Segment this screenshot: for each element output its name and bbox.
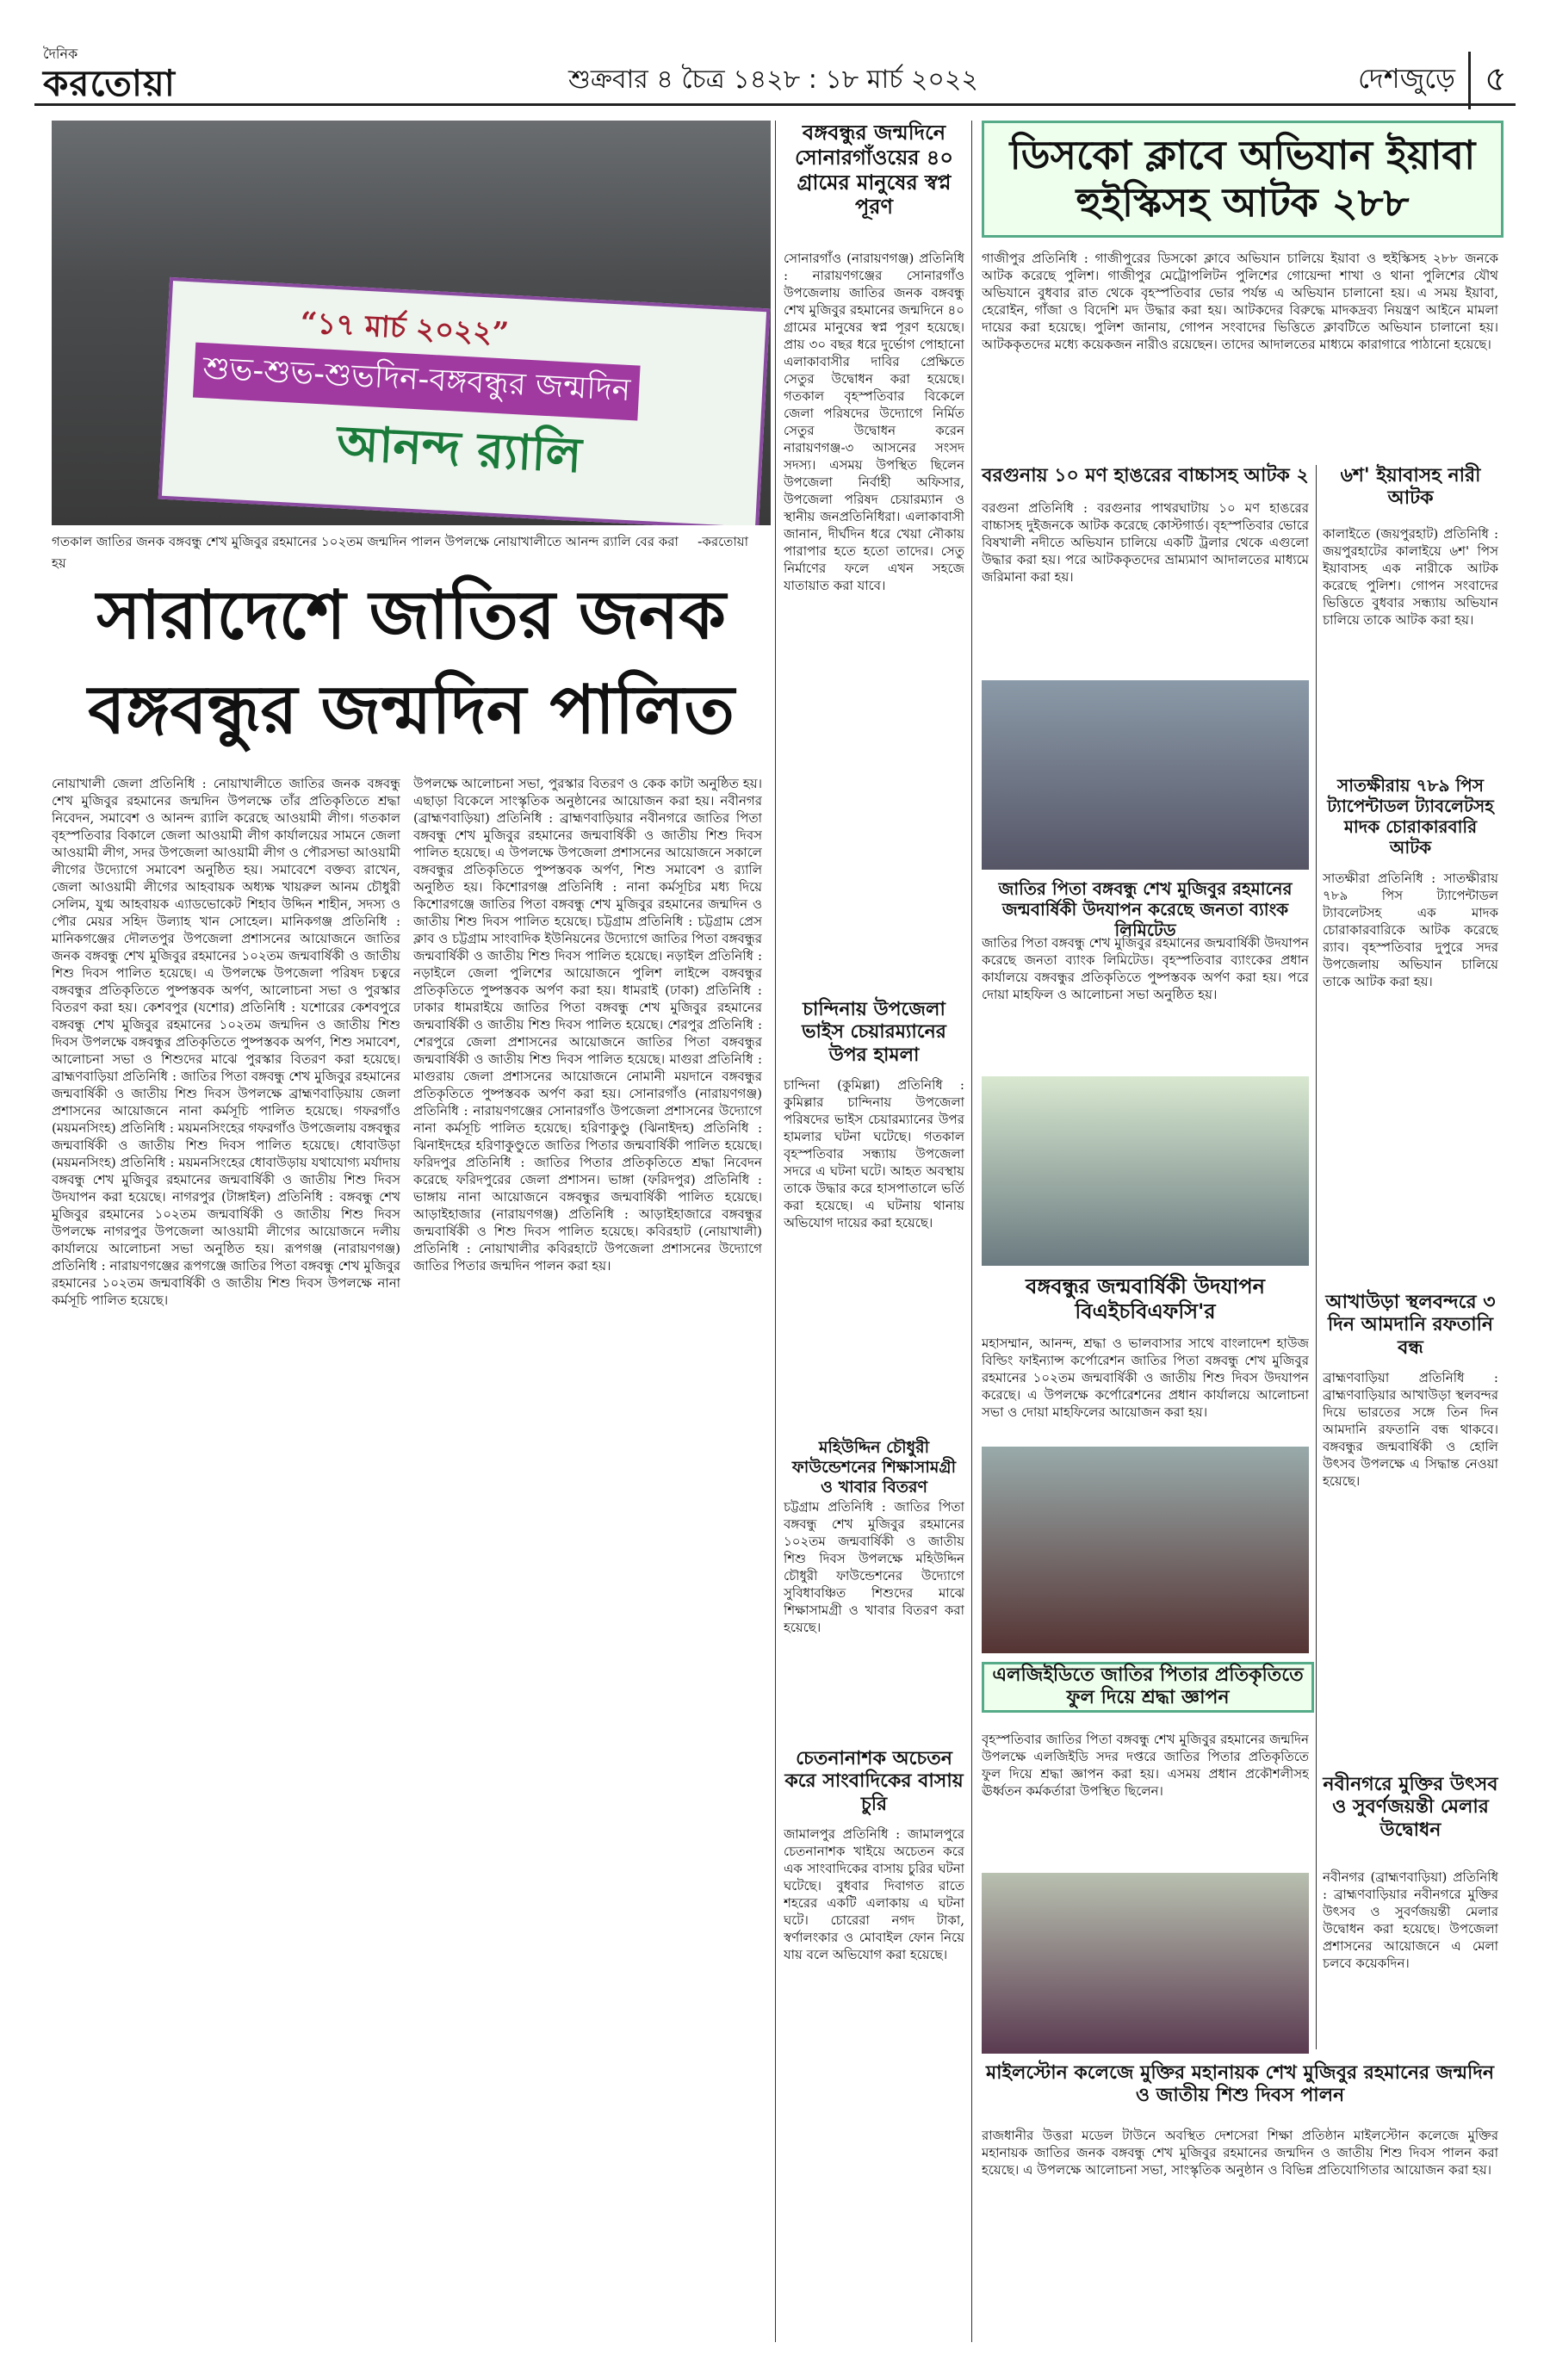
photo-headline: মাইলস্টোন কলেজে মুক্তির মহানায়ক শেখ মুজিবুর রহমানের জন্মদিন ও জাতীয় শিশু দিবস পালন (985, 2062, 1495, 2107)
section-name: দেশজুড়ে (1357, 62, 1455, 95)
story-body: জামালপুর প্রতিনিধি : জামালপুরে চেতনানাশক খাইয়ে অচেতন করে এক সাংবাদিকের বাসায় চুরির ঘটনা ঘটেছে। বুধবার দিবাগত রাতে শহরের একটি এলাকায় এ ঘটনা ঘটে। চোরেরা নগদ টাকা, স্বর্ণালংকার ও মোবাইল ফোন নিয়ে যায় বলে অভিযোগ করা হয়েছে। (784, 1826, 964, 1962)
story-body: সোনারগাঁও (নারায়ণগঞ্জ) প্রতিনিধি : নারায়ণগঞ্জের সোনারগাঁও উপজেলায় জাতির জনক বঙ্গবন্ধু শেখ মুজিবুর রহমানের জন্মদিনে ৪০ গ্রামের মানুষের স্বপ্ন পূরণ হয়েছে। প্রায় ৩০ বছর ধরে দুর্ভোগ পোহানো এলাকাবাসীর দাবির প্রেক্ষিতে সেতুর উদ্বোধন করা হয়েছে। গতকাল বৃহস্পতিবার বিকেলে জেলা পরিষদের উদ্যোগে নির্মিত সেতুর উদ্বোধন করেন নারায়ণগঞ্জ-৩ আসনের সংসদ সদস্য। এসময় উপস্থিত ছিলেন উপজেলা নির্বাহী অফিসার, উপজেলা পরিষদ চেয়ারম্যান ও স্থানীয় জনপ্রতিনিধিরা। এলাকাবাসী জানান, দীর্ঘদিন ধরে খেয়া নৌকায় পারাপার হতে হতো তাদের। সেতু নির্মাণের ফলে এখন সহজে যাতায়াত করা যাবে। (784, 251, 964, 593)
photo-headline: জাতির পিতা বঙ্গবন্ধু শেখ মুজিবুর রহমানের জন্মবার্ষিকী উদযাপন করেছে জনতা ব্যাংক লিমিটেড (998, 878, 1293, 940)
issue-date: শুক্রবার ৪ চৈত্র ১৪২৮ : ১৮ মার্চ ২০২২ (568, 65, 978, 95)
newspaper-logo: দৈনিক করতোয়া (43, 46, 176, 104)
story-body: নবীনগর (ব্রাহ্মণবাড়িয়া) প্রতিনিধি : ব্রাহ্মণবাড়িয়ার নবীনগরে মুক্তির উৎসব ও সুবর্ণজয়ন্তী মেলার উদ্বোধন করা হয়েছে। উপজেলা প্রশাসনের আয়োজনে এ মেলা চলবে কয়েকদিন। (1323, 1869, 1498, 1971)
lead-photo (52, 121, 771, 525)
story-headline: চেতনানাশক অচেতন করে সাংবাদিকের বাসায় চুরি (784, 1748, 964, 1815)
page-number: ৫ (1468, 52, 1507, 109)
story-body: বরগুনা প্রতিনিধি : বরগুনার পাথরঘাটায় ১০ মণ হাঙরের বাচ্চাসহ দুইজনকে আটক করেছে কোস্টগার্ড। বৃহস্পতিবার ভোরে বিষখালী নদীতে অভিযান চালিয়ে একটি ট্রলার থেকে এগুলো উদ্ধার করা হয়। পরে আটককৃতদের ভ্রাম্যমাণ আদালতের মাধ্যমে জরিমানা করা হয়। (982, 500, 1309, 585)
story-headline: নবীনগরে মুক্তির উৎসব ও সুবর্ণজয়ন্তী মেলার উদ্বোধন (1323, 1774, 1498, 1841)
photo-credit: -করতোয়া (698, 534, 748, 549)
rally-banner: “১৭ মার্চ ২০২২” শুভ-শুভ-শুভদিন-বঙ্গবন্ধুর জন্মদিন আনন্দ র‍্যালি (158, 277, 771, 525)
event-photo (982, 1447, 1309, 1653)
story-headline: বরগুনায় ১০ মণ হাঙরের বাচ্চাসহ আটক ২ (982, 465, 1309, 487)
column-divider (775, 121, 776, 2342)
masthead (34, 34, 1516, 106)
story-body: মহাসম্মান, আনন্দ, শ্রদ্ধা ও ভালবাসার সাথে বাংলাদেশ হাউজ বিল্ডিং ফাইন্যান্স কর্পোরেশন জাতির পিতা বঙ্গবন্ধু শেখ মুজিবুর রহমানের ১০২তম জন্মবার্ষিকী ও জাতীয় শিশু দিবস উদযাপন করেছে। এ উপলক্ষে কর্পোরেশনের প্রধান কার্যালয়ে আলোচনা সভা ও দোয়া মাহফিলের আয়োজন করা হয়। (982, 1336, 1309, 1420)
story-body: চট্টগ্রাম প্রতিনিধি : জাতির পিতা বঙ্গবন্ধু শেখ মুজিবুর রহমানের ১০২তম জন্মবার্ষিকী ও জাতীয় শিশু দিবস উপলক্ষে মহিউদ্দিন চৌধুরী ফাউন্ডেশনের উদ্যোগে সুবিধাবঞ্চিত শিশুদের মাঝে শিক্ষাসামগ্রী ও খাবার বিতরণ করা হয়েছে। (784, 1499, 964, 1635)
event-photo (982, 1873, 1309, 2054)
column-divider (1316, 465, 1317, 2049)
story-headline: চান্দিনায় উপজেলা ভাইস চেয়ারম্যানের উপর হামলা (802, 999, 946, 1066)
lead-body-col1: নোয়াখালী জেলা প্রতিনিধি : নোয়াখালীতে জাতির জনক বঙ্গবন্ধু শেখ মুজিবুর রহমানের জন্মদিন উপলক্ষে তাঁর প্রতিকৃতিতে শ্রদ্ধা নিবেদন, সমাবেশ ও আনন্দ র‍্যালি করেছে আওয়ামী লীগ। গতকাল বৃহস্পতিবার বিকালে জেলা আওয়ামী লীগ কার্যালয়ের সামনে জেলা আওয়ামী লীগ, সদর উপজেলা আওয়ামী লীগ ও পৌরসভা আওয়ামী লীগের উদ্যোগে সমাবেশ অনুষ্ঠিত হয়। সমাবেশে বক্তব্য রাখেন, জেলা আওয়ামী লীগের আহবায়ক অধ্যক্ষ খায়রুল আনম চৌধুরী সেলিম, যুগ্ম আহবায়ক এ্যাডভোকেট শিহাব উদ্দিন শাহীন, সদস্য ও পৌর মেয়র সহিদ উল্যাহ খান সোহেল। মানিকগঞ্জ প্রতিনিধি : মানিকগঞ্জের দৌলতপুর উপজেলা প্রশাসনের আয়োজনে জাতির জনক বঙ্গবন্ধু শেখ মুজিবুর রহমানের ১০২তম জন্মবার্ষিকী ও জাতীয় শিশু দিবস পালিত হয়েছে। এ উপলক্ষে উপজেলা পরিষদ চত্বরে বঙ্গবন্ধুর প্রতিকৃতিতে পুষ্পস্তবক অর্পণ, আলোচনা সভা ও পুরস্কার বিতরণ করা হয়। কেশবপুর (যশোর) প্রতিনিধি : যশোরের কেশবপুরে বঙ্গবন্ধু শেখ মুজিবুর রহমানের ১০২তম জন্মদিন ও জাতীয় শিশু দিবস উপলক্ষে বঙ্গবন্ধুর প্রতিকৃতিতে পুষ্পস্তবক অর্পণ, শিশু সমাবেশ, আলোচনা সভা ও শিশুদের মাঝে পুরস্কার বিতরণ করা হয়েছে। ব্রাহ্মণবাড়িয়া প্রতিনিধি : জাতির পিতা বঙ্গবন্ধু শেখ মুজিবুর রহমানের জন্মবার্ষিকী ও জাতীয় শিশু দিবস উপলক্ষে ব্রাহ্মণবাড়িয়ায় জেলা প্রশাসনের আয়োজনে নানা কর্মসূচি পালিত হয়েছে। গফরগাঁও (ময়মনসিংহ) প্রতিনিধি : ময়মনসিংহের গফরগাঁও উপজেলায় বঙ্গবন্ধুর জন্মবার্ষিকী ও জাতীয় শিশু দিবস পালিত হয়েছে। ধোবাউড়া (ময়মনসিংহ) প্রতিনিধি : ময়মনসিংহের ধোবাউড়ায় যথাযোগ্য মর্যাদায় বঙ্গবন্ধু শেখ মুজিবুর রহমানের জন্মবার্ষিকী ও জাতীয় শিশু দিবস উদযাপন করা হয়েছে। নাগরপুর (টাঙ্গাইল) প্রতিনিধি : বঙ্গবন্ধু শেখ মুজিবুর রহমানের ১০২তম জন্মবার্ষিকী ও জাতীয় শিশু দিবস উপলক্ষে নাগরপুর উপজেলা আওয়ামী লীগের আয়োজনে দলীয় কার্যালয়ে আলোচনা সভা অনুষ্ঠিত হয়। রূপগঞ্জ (নারায়ণগঞ্জ) প্রতিনিধি : নারায়ণগঞ্জের রূপগঞ্জে জাতির পিতা বঙ্গবন্ধু শেখ মুজিবুর রহমানের ১০২তম জন্মবার্ষিকী ও জাতীয় শিশু দিবস উপলক্ষে নানা কর্মসূচি পালিত হয়েছে। (52, 776, 400, 1308)
event-photo (982, 1076, 1309, 1266)
story-headline: আখাউড়া স্থলবন্দরে ৩ দিন আমদানি রফতানি বন্ধ (1325, 1292, 1496, 1359)
event-photo (982, 680, 1309, 870)
photo-headline: এলজিইডিতে জাতির পিতার প্রতিকৃতিতে ফুল দিয়ে শ্রদ্ধা জ্ঞাপন (982, 1662, 1314, 1713)
story-body: গাজীপুর প্রতিনিধি : গাজীপুরের ডিসকো ক্লাবে অভিযান চালিয়ে ইয়াবা ও হুইস্কিসহ ২৮৮ জনকে আটক করেছে পুলিশ। গাজীপুর মেট্রোপলিটন পুলিশের গোয়েন্দা শাখা ও থানা পুলিশের যৌথ অভিযানে বুধবার রাত থেকে বৃহস্পতিবার ভোর পর্যন্ত এ অভিযান চালানো হয়। এ সময় ইয়াবা, হেরোইন, গাঁজা ও বিদেশি মদ উদ্ধার করা হয়। আটকদের বিরুদ্ধে মাদকদ্রব্য নিয়ন্ত্রণ আইনে মামলা দায়ের করা হয়েছে। পুলিশ জানায়, গোপন সংবাদের ভিত্তিতে ক্লাবটিতে অভিযান চালানো হয়। আটককৃতদের মধ্যে কয়েকজন নারীও রয়েছেন। তাদের আদালতের মাধ্যমে কারাগারে পাঠানো হয়েছে। (982, 251, 1498, 352)
story-headline: বঙ্গবন্ধুর জন্মদিনে সোনারগাঁওয়ের ৪০ গ্রামের মানুষের স্বপ্ন পূরণ (795, 121, 953, 220)
story-body: কালাইতে (জয়পুরহাট) প্রতিনিধি : জয়পুরহাটের কালাইয়ে ৬শ' পিস ইয়াবাসহ এক নারীকে আটক করেছে পুলিশ। গোপন সংবাদের ভিত্তিতে বুধবার সন্ধ্যায় অভিযান চালিয়ে তাকে আটক করা হয়। (1323, 526, 1498, 628)
story-headline: ৬শ' ইয়াবাসহ নারী আটক (1340, 465, 1481, 510)
story-body: বৃহস্পতিবার জাতির পিতা বঙ্গবন্ধু শেখ মুজিবুর রহমানের জন্মদিন উপলক্ষে এলজিইডি সদর দপ্তরে জাতির পিতার প্রতিকৃতিতে ফুল দিয়ে শ্রদ্ধা জ্ঞাপন করা হয়। এসময় প্রধান প্রকৌশলীসহ ঊর্ধ্বতন কর্মকর্তারা উপস্থিত ছিলেন। (982, 1732, 1309, 1799)
story-body: সাতক্ষীরা প্রতিনিধি : সাতক্ষীরায় ৭৮৯ পিস ট্যাপেন্টাডল ট্যাবলেটসহ এক মাদক চোরাকারবারিকে আটক করেছে র‍্যাব। বৃহস্পতিবার দুপুরে সদর উপজেলায় অভিযান চালিয়ে তাকে আটক করা হয়। (1323, 871, 1498, 989)
photo-caption: গতকাল জাতির জনক বঙ্গবন্ধু শেখ মুজিবুর রহমানের ১০২তম জন্মদিন পালন উপলক্ষে নোয়াখালীতে আনন্দ র‍্যালি বের করা হয় (52, 534, 679, 571)
story-body: ব্রাহ্মণবাড়িয়া প্রতিনিধি : ব্রাহ্মণবাড়িয়ার আখাউড়া স্থলবন্দর দিয়ে ভারতের সঙ্গে তিন দিন আমদানি রফতানি বন্ধ থাকবে। বঙ্গবন্ধুর জন্মবার্ষিকী ও হোলি উৎসব উপলক্ষে এ সিদ্ধান্ত নেওয়া হয়েছে। (1323, 1370, 1498, 1489)
story-body: রাজধানীর উত্তরা মডেল টাউনে অবস্থিত দেশসেরা শিক্ষা প্রতিষ্ঠান মাইলস্টোন কলেজে মুক্তির মহানায়ক জাতির জনক বঙ্গবন্ধু শেখ মুজিবুর রহমানের জন্মদিন ও জাতীয় শিশু দিবস পালন করা হয়েছে। এ উপলক্ষে আলোচনা সভা, সাংস্কৃতিক অনুষ্ঠান ও বিভিন্ন প্রতিযোগিতার আয়োজন করা হয়। (982, 2128, 1498, 2178)
story-headline: মহিউদ্দিন চৌধুরী ফাউন্ডেশনের শিক্ষাসামগ্রী ও খাবার বিতরণ (791, 1438, 957, 1497)
story-headline: সাতক্ষীরায় ৭৮৯ পিস ট্যাপেন্টাডল ট্যাবলেটসহ মাদক চোরাকারবারি আটক (1327, 775, 1494, 858)
lead-headline: সারাদেশে জাতির জনক বঙ্গবন্ধুর জন্মদিন পালিত (88, 577, 735, 749)
story-body: চান্দিনা (কুমিল্লা) প্রতিনিধি : কুমিল্লার চান্দিনায় উপজেলা পরিষদের ভাইস চেয়ারম্যানের উপর হামলার ঘটনা ঘটেছে। গতকাল বৃহস্পতিবার সন্ধ্যায় উপজেলা সদরে এ ঘটনা ঘটে। আহত অবস্থায় তাকে উদ্ধার করে হাসপাতালে ভর্তি করা হয়েছে। এ ঘটনায় থানায় অভিযোগ দায়ের করা হয়েছে। (784, 1077, 964, 1230)
column-divider (971, 121, 972, 2342)
top-right-headline: ডিসকো ক্লাবে অভিযান ইয়াবা হুইস্কিসহ আটক ২৮৮ (982, 121, 1504, 238)
lead-body-col2: উপলক্ষে আলোচনা সভা, পুরস্কার বিতরণ ও কেক কাটা অনুষ্ঠিত হয়। এছাড়া বিকেলে সাংস্কৃতিক অনুষ্ঠানের আয়োজন করা হয়। নবীনগর (ব্রাহ্মণবাড়িয়া) প্রতিনিধি : ব্রাহ্মণবাড়িয়ার নবীনগরে জাতির পিতা বঙ্গবন্ধু শেখ মুজিবুর রহমানের জন্মবার্ষিকী ও জাতীয় শিশু দিবস পালিত হয়েছে। এ উপলক্ষে উপজেলা প্রশাসনের আয়োজনে সকালে বঙ্গবন্ধুর প্রতিকৃতিতে পুষ্পস্তবক অর্পণ, শিশু সমাবেশ ও র‍্যালি অনুষ্ঠিত হয়। কিশোরগঞ্জ প্রতিনিধি : নানা কর্মসূচির মধ্য দিয়ে কিশোরগঞ্জে জাতির পিতা বঙ্গবন্ধু শেখ মুজিবুর রহমানের জন্মদিন ও জাতীয় শিশু দিবস পালিত হয়েছে। চট্টগ্রাম প্রতিনিধি : চট্টগ্রাম প্রেস ক্লাব ও চট্টগ্রাম সাংবাদিক ইউনিয়নের উদ্যোগে জাতির পিতা বঙ্গবন্ধুর জন্মবার্ষিকী ও জাতীয় শিশু দিবস পালিত হয়েছে। নড়াইল প্রতিনিধি : নড়াইলে জেলা পুলিশের আয়োজনে পুলিশ লাইন্সে বঙ্গবন্ধুর প্রতিকৃতিতে পুষ্পস্তবক অর্পণ করা হয়। ধামরাই (ঢাকা) প্রতিনিধি : ঢাকার ধামরাইয়ে জাতির পিতা বঙ্গবন্ধু শেখ মুজিবুর রহমানের জন্মবার্ষিকী ও জাতীয় শিশু দিবস পালিত হয়েছে। শেরপুর প্রতিনিধি : শেরপুরে জেলা প্রশাসনের আয়োজনে জাতির পিতা বঙ্গবন্ধুর জন্মবার্ষিকী ও জাতীয় শিশু দিবস পালিত হয়েছে। মাগুরা প্রতিনিধি : মাগুরায় জেলা প্রশাসনের আয়োজনে নোমানী ময়দানে বঙ্গবন্ধুর প্রতিকৃতিতে পুষ্পস্তবক অর্পণ করা হয়। সোনারগাঁও (নারায়ণগঞ্জ) প্রতিনিধি : নারায়ণগঞ্জের সোনারগাঁও উপজেলা প্রশাসনের উদ্যোগে নানা কর্মসূচি পালিত হয়েছে। হরিণাকুণ্ডু (ঝিনাইদহ) প্রতিনিধি : ঝিনাইদহের হরিণাকুণ্ডুতে জাতির পিতার জন্মবার্ষিকী পালিত হয়েছে। ফরিদপুর প্রতিনিধি : জাতির পিতার প্রতিকৃতিতে শ্রদ্ধা নিবেদন করেছে ফরিদপুরের জেলা প্রশাসন। ভাঙ্গা (ফরিদপুর) প্রতিনিধি : ভাঙ্গায় নানা আয়োজনে বঙ্গবন্ধুর জন্মবার্ষিকী পালিত হয়েছে। আড়াইহাজার (নারায়ণগঞ্জ) প্রতিনিধি : আড়াইহাজারে বঙ্গবন্ধুর জন্মবার্ষিকী ও শিশু দিবস পালিত হয়েছে। কবিরহাট (নোয়াখালী) প্রতিনিধি : নোয়াখালীর কবিরহাটে উপজেলা প্রশাসনের উদ্যোগে জাতির পিতার জন্মদিন পালন করা হয়। (413, 776, 762, 1274)
photo-headline: বঙ্গবন্ধুর জন্মবার্ষিকী উদযাপন বিএইচবিএফসি'র (1026, 1274, 1265, 1323)
story-body: জাতির পিতা বঙ্গবন্ধু শেখ মুজিবুর রহমানের জন্মবার্ষিকী উদযাপন করেছে জনতা ব্যাংক লিমিটেড। বৃহস্পতিবার ব্যাংকের প্রধান কার্যালয়ে বঙ্গবন্ধুর প্রতিকৃতিতে পুষ্পস্তবক অর্পণ করা হয়। পরে দোয়া মাহফিল ও আলোচনা সভা অনুষ্ঠিত হয়। (982, 935, 1309, 1002)
